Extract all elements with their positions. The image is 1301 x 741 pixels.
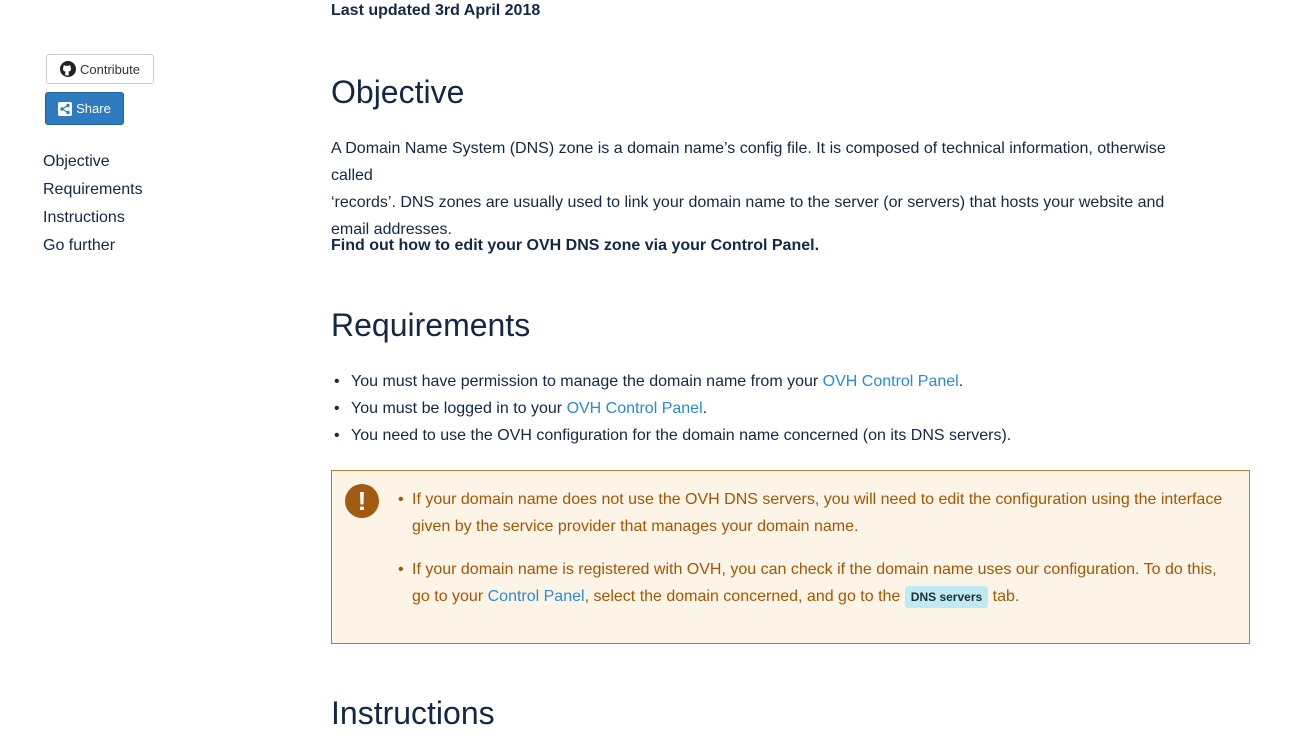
github-icon [60,61,76,77]
warning-box [331,470,1250,644]
requirements-list [331,368,1011,449]
toc-item-instructions[interactable]: Instructions [43,209,125,226]
control-panel-link-1[interactable]: OVH Control Panel [822,373,959,390]
heading-requirements: Requirements [331,307,531,343]
objective-paragraph [331,135,1201,243]
toc-item-objective[interactable]: Objective [43,153,110,170]
objective-line-2: ‘records’. DNS zones are usually used to link your domain name to the server (or servers) that hosts your website and [331,194,1165,211]
list-item [351,422,1011,449]
warning-list [412,486,1232,626]
objective-line-1: A Domain Name System (DNS) zone is a domain name’s config file. It is composed of technical information, otherwise called [331,140,1166,184]
list-item [412,556,1232,610]
dns-servers-code: DNS servers [905,586,988,608]
toc-item-requirements[interactable]: Requirements [43,181,143,198]
exclamation-icon: ! [345,484,379,518]
requirement-text-2: You must be logged in to your [351,400,567,417]
contribute-label: Contribute [80,61,140,77]
heading-instructions: Instructions [331,695,495,731]
share-icon [58,102,72,116]
objective-line-3: email addresses. [331,221,452,238]
requirement-end-1: . [958,373,964,390]
warning-text-end: tab. [988,588,1020,605]
heading-objective: Objective [331,74,465,110]
table-of-contents [43,150,143,262]
control-panel-link-3[interactable]: Control Panel [487,588,585,605]
toc-item-go-further[interactable]: Go further [43,237,116,254]
list-item [351,395,1011,422]
warning-text-start: If your domain name is registered with OVH, you can check if the domain name uses our configuration. To do this, go to your [412,561,1217,605]
contribute-button[interactable] [46,54,154,84]
last-updated: Last updated 3rd April 2018 [331,2,541,19]
control-panel-link-2[interactable]: OVH Control Panel [566,400,703,417]
warning-text-mid: , select the domain concerned, and go to the [584,588,905,605]
list-item [351,368,1011,395]
requirement-text-3: You need to use the OVH configuration for the domain name concerned (on its DNS servers). [351,427,1012,444]
requirement-end-2: . [702,400,708,417]
list-item: • If your domain name does not use the OVH DNS servers, you will need to edit the configuration using the interface given by the service provider that manages your domain name. [412,486,1232,540]
requirement-text-1: You must have permission to manage the domain name from your [351,373,823,390]
share-label: Share [76,101,111,116]
share-button[interactable] [45,92,124,125]
objective-summary: Find out how to edit your OVH DNS zone via your Control Panel. [331,237,820,254]
